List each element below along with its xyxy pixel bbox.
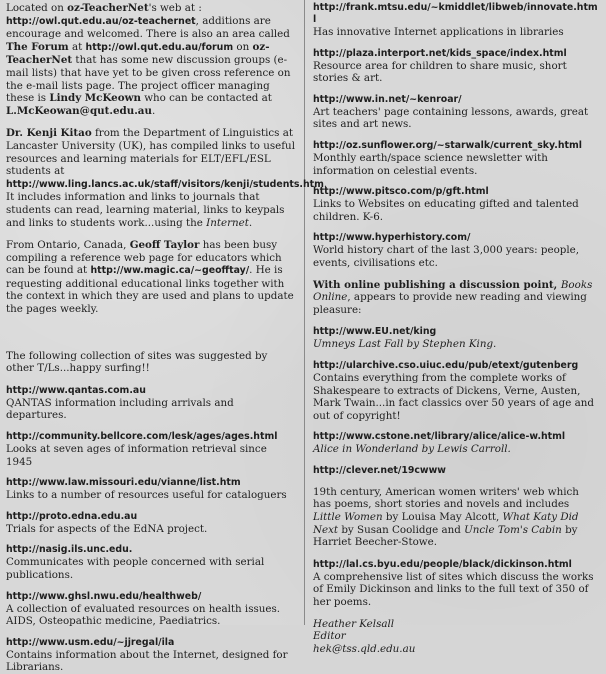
site-link[interactable]: http://www.usm.edu/~jjregal/ila: [6, 636, 175, 648]
text: by Susan Coolidge and: [338, 523, 465, 536]
site-link[interactable]: http://www.law.missouri.edu/vianne/list.htm: [6, 477, 241, 489]
text: that has some new discussion groups (e-mail lists) that have yet to be given cross reference on the e-mail lists page. The project officer managing these is: [6, 54, 291, 105]
list-item: [313, 360, 600, 422]
signature-block: [313, 618, 600, 656]
text: from the Department of Linguistics at Lancaster University (UK), has compiled links to useful resources and learning materials for ELT/EFL/ESL students at: [6, 127, 295, 178]
editor-role: Editor: [313, 630, 346, 643]
site-description: Looks at seven ages of information retrieval since 1945: [6, 443, 267, 468]
site-link[interactable]: http://lal.cs.byu.edu/people/black/dickinson.html: [313, 558, 572, 570]
site-description: QANTAS information including arrivals and departures.: [6, 396, 234, 422]
bold-text: Lindy McKeown: [49, 92, 141, 105]
link-kitao[interactable]: http://www.ling.lancs.ac.uk/staff/visitors/kenji/students.htm: [6, 178, 324, 190]
list-item: [313, 232, 600, 269]
site-description: Resource area for children to share music, short stories & art.: [313, 59, 567, 85]
left-column: [3, 0, 328, 674]
list-item: [313, 559, 600, 609]
text: . He is requesting additional educational links together with the context in which they are used and plans to update the pages weekly.: [6, 264, 294, 316]
list-item: [6, 591, 296, 628]
site-description: Trials for aspects of the EdNA project.: [6, 522, 208, 535]
site-link[interactable]: http://www.hyperhistory.com/: [313, 232, 471, 244]
text: by Harriet Beecher-Stowe.: [313, 523, 578, 549]
bold-text: Geoff Taylor: [129, 239, 200, 252]
site-description: Art teachers' page containing lessons, awards, great sites and art news.: [313, 105, 589, 131]
site-description: Contains everything from the complete works of Shakespeare to extracts of Dickens, Verne, Austen, Mark Twain...in fact classics over 50 years of age and out of copyright!: [313, 371, 594, 422]
list-item: [313, 186, 600, 223]
italic-text: Uncle Tom's Cabin: [464, 523, 562, 536]
text: .: [151, 104, 156, 117]
text: 19th century, American women writers' web which has poems, short stories and novels and includes: [313, 485, 579, 511]
kitao-paragraph: [6, 127, 328, 229]
site-link[interactable]: http://oz.sunflower.org/~starwalk/current_sky.html: [313, 139, 582, 151]
link-forum[interactable]: http://owl.qut.edu.au/forum: [85, 41, 234, 53]
site-description: A comprehensive list of sites which discuss the works of Emily Dickinson and links to the full text of 350 of her poems.: [313, 570, 594, 609]
intro-paragraph: The following collection of sites was suggested by other T/Ls...happy surfing!!: [6, 349, 268, 375]
site-description: Has innovative Internet applications in libraries: [313, 26, 564, 38]
text: 's web at :: [148, 2, 202, 14]
bold-text: oz-TeacherNet: [67, 2, 149, 14]
site-description: Alice in Wonderland by Lewis Carroll.: [313, 443, 511, 456]
text: . It includes information and links to journals that students can read, learning material, links to keypals and links to students work...using the: [6, 177, 328, 229]
site-description: World history chart of the last 3,000 years: people, events, civilisations etc.: [313, 244, 580, 269]
text: .: [248, 216, 253, 229]
list-item: [6, 511, 296, 536]
site-link[interactable]: http://ularchive.cso.uiuc.edu/pub/etext/gutenberg: [313, 359, 579, 371]
list-item: [6, 544, 296, 581]
taylor-paragraph: [6, 239, 296, 316]
site-link[interactable]: http://plaza.interport.net/kids_space/index.html: [313, 47, 567, 59]
right-site-list: [313, 2, 600, 270]
bold-text: Dr. Kenji Kitao: [6, 127, 92, 140]
text: at: [68, 40, 86, 53]
spacer: [6, 326, 296, 350]
site-link[interactable]: http://www.ghsl.nwu.edu/healthweb/: [6, 590, 202, 602]
list-item: [6, 431, 296, 468]
site-link[interactable]: http://www.EU.net/king: [313, 326, 437, 338]
italic-text: Books Online: [313, 278, 593, 304]
text: Located on: [6, 2, 68, 14]
bold-text: The Forum: [6, 40, 69, 53]
bold-text: oz-TeacherNet: [6, 40, 270, 67]
text: by Louisa May Alcott,: [382, 511, 503, 524]
link-oz-teachernet[interactable]: http://owl.qut.edu.au/oz-teachernet: [6, 15, 196, 27]
list-item: [313, 94, 600, 131]
text: has been busy compiling a reference web page for educators which can be found at: [6, 239, 282, 277]
bold-text: With online publishing a discussion point,: [313, 278, 561, 291]
italic-text: Internet: [206, 216, 249, 229]
oz-teachernet-paragraph: [6, 2, 296, 117]
email-link[interactable]: L.McKeowan@qut.edu.au: [6, 104, 152, 117]
site-link[interactable]: http://clever.net/19cwww: [313, 464, 446, 476]
site-description: Monthly earth/space science newsletter with information on celestial events.: [313, 151, 548, 177]
site-link[interactable]: http://community.bellcore.com/lesk/ages/ages.html: [6, 431, 278, 443]
site-description: A collection of evaluated resources on health issues. AIDS, Osteopathic medicine, Paediatrics.: [6, 602, 281, 628]
editor-email[interactable]: hek@tss.qld.edu.au: [313, 642, 416, 655]
site-description: Links to a number of resources useful for cataloguers: [6, 489, 287, 502]
site-link[interactable]: http://nasig.ils.unc.edu.: [6, 544, 133, 556]
list-item: [6, 385, 296, 422]
site-description: Umneys Last Fall by Stephen King.: [313, 338, 497, 351]
list-item: [6, 637, 296, 674]
site-link[interactable]: http://frank.mtsu.edu/~kmiddlet/libweb/innovate.html: [313, 2, 598, 25]
site-description: Links to Websites on educating gifted and talented children. K-6.: [313, 198, 579, 223]
left-site-list: [6, 385, 296, 674]
site-description: Communicates with people concerned with serial publications.: [6, 556, 265, 581]
site-link[interactable]: http://www.cstone.net/library/alice/alice-w.html: [313, 431, 566, 443]
site-link[interactable]: http://www.pitsco.com/p/gft.html: [313, 186, 489, 198]
editor-name: Heather Kelsall: [313, 617, 395, 630]
text: on: [233, 40, 253, 53]
site-link[interactable]: http://www.qantas.com.au: [6, 384, 146, 396]
site-description: Contains information about the Internet, designed for Librarians.: [6, 648, 288, 674]
link-taylor[interactable]: http://ww.magic.ca/~geofftay/: [90, 265, 250, 277]
text: who can be contacted at: [140, 92, 272, 105]
list-item: [6, 477, 296, 502]
list-item: [313, 140, 600, 177]
site-link[interactable]: http://proto.edna.edu.au: [6, 510, 138, 522]
italic-text: What Katy Did Next: [313, 511, 579, 536]
women-writers-paragraph: [313, 486, 600, 549]
list-item: [313, 431, 600, 456]
list-item: [313, 326, 600, 351]
list-item: [313, 465, 600, 477]
italic-text: Little Women: [313, 511, 383, 524]
list-item: [313, 48, 600, 85]
list-item: [313, 2, 600, 39]
right-column: [309, 0, 604, 655]
books-online-paragraph: [313, 279, 600, 317]
text: , additions are encourage and welcomed. There is also an area called: [6, 14, 290, 41]
column-divider: [304, 0, 305, 625]
text: , appears to provide new reading and viewing pleasure:: [313, 291, 587, 316]
site-link[interactable]: http://www.in.net/~kenroar/: [313, 93, 462, 105]
text: From Ontario, Canada,: [6, 239, 130, 252]
books-site-list: [313, 326, 600, 456]
